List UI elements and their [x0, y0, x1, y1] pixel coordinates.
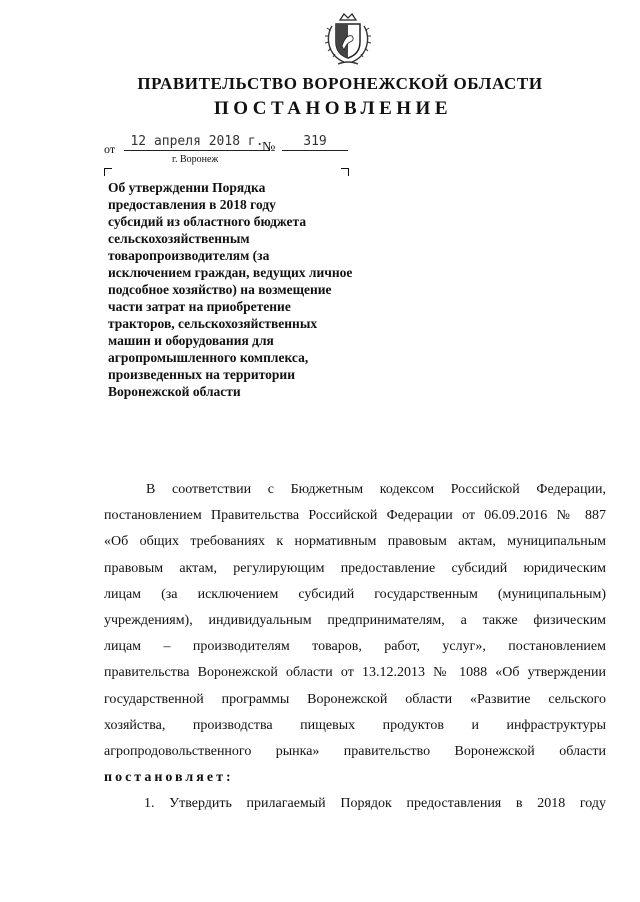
document-date: 12 апреля 2018 г.: [124, 134, 270, 151]
title-line: субсидий из областного бюджета: [108, 214, 307, 229]
number-label: №: [262, 140, 276, 155]
document-number: 319: [282, 134, 348, 151]
title-line: Воронежской области: [108, 384, 241, 399]
title-line: подсобное хозяйство) на возмещение: [108, 282, 332, 297]
body-line: «Об общих требованиях к нормативным правовым актам, муниципальным: [104, 534, 606, 550]
title-line: тракторов, сельскохозяйственных: [108, 316, 318, 331]
title-line: предоставления в 2018 году: [108, 197, 276, 212]
document-title: [108, 179, 398, 400]
city-label: г. Воронеж: [172, 154, 219, 165]
title-corner-right: [341, 168, 349, 176]
document-type: ПОСТАНОВЛЕНИЕ: [213, 98, 453, 119]
title-line: агропромышленного комплекса,: [108, 350, 309, 365]
body-line: В соответствии с Бюджетным кодексом Российской Федерации,: [146, 482, 606, 497]
title-line: части затрат на приобретение: [108, 299, 291, 314]
from-label: от: [104, 142, 116, 156]
decree-word: постановляет:: [104, 770, 234, 786]
item-1-line: 1. Утвердить прилагаемый Порядок предоставления в 2018 году: [144, 796, 606, 812]
title-line: машин и оборудования для: [108, 333, 274, 348]
body-line: правительства Воронежской области от 13.12.2013 № 1088 «Об утверждении: [104, 665, 606, 681]
title-corner-left: [104, 168, 112, 176]
body-line: государственной программы Воронежской области «Развитие сельского: [104, 691, 606, 707]
government-name: ПРАВИТЕЛЬСТВО ВОРОНЕЖСКОЙ ОБЛАСТИ: [137, 74, 543, 93]
date-number-line: [104, 136, 364, 156]
title-line: сельскохозяйственным: [108, 231, 250, 246]
body-line: лицам – производителям товаров, работ, услуг», постановлением: [104, 639, 606, 655]
body-line: учреждениям), индивидуальным предпринимателям, а также физическим: [104, 613, 606, 629]
document-body: [104, 477, 606, 818]
title-line: произведенных на территории: [108, 367, 295, 382]
title-line: исключением граждан, ведущих личное: [108, 265, 353, 280]
coat-of-arms-emblem: [322, 12, 374, 68]
body-line: агропродовольственного рынка» правительство Воронежской области: [104, 744, 606, 760]
body-line: правовым актам, регулирующим предоставление субсидий юридическим: [104, 560, 606, 576]
body-line: постановлением Правительства Российской Федерации от 06.09.2016 № 887: [104, 508, 606, 524]
title-line: товаропроизводителям (за: [108, 248, 270, 263]
title-line: Об утверждении Порядка: [108, 180, 266, 195]
body-line: лицам (за исключением субсидий государственным (муниципальным): [104, 586, 606, 602]
body-line: хозяйства, производства пищевых продуктов и инфраструктуры: [104, 717, 606, 733]
